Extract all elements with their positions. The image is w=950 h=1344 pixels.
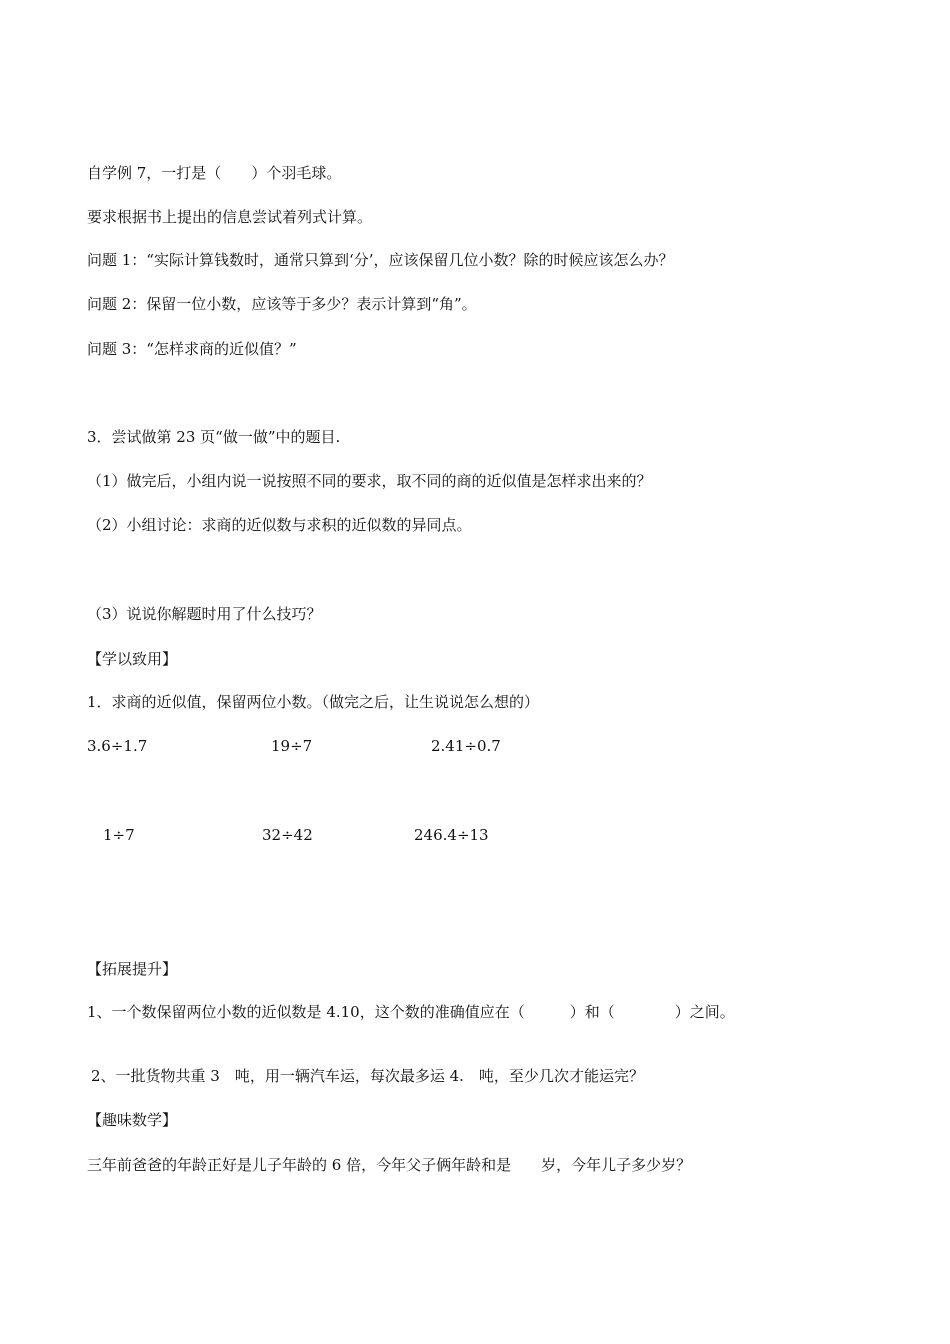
expression-2: 19÷7 <box>271 737 313 755</box>
expression-4: 1÷7 <box>103 826 135 844</box>
section-heading-apply: 【学以致用】 <box>87 650 178 668</box>
question-3: 问题 3：“怎样求商的近似值？” <box>87 340 297 358</box>
exercise-1-instruction: 1．求商的近似值，保留两位小数。（做完之后，让生说说怎么想的） <box>87 693 540 711</box>
expression-3: 2.41÷0.7 <box>431 737 501 755</box>
question-2: 问题 2：保留一位小数，应该等于多少？表示计算到“角”。 <box>87 295 477 313</box>
instruction-line: 要求根据书上提出的信息尝试着列式计算。 <box>87 208 373 226</box>
expression-5: 32÷42 <box>262 826 313 844</box>
sub-item-2: （2）小组讨论：求商的近似数与求积的近似数的异同点。 <box>87 516 472 534</box>
extend-question-2: 2、一批货物共重 3 吨，用一辆汽车运，每次最多运 4. 吨，至少几次才能运完？ <box>91 1067 644 1085</box>
extend-question-1: 1、一个数保留两位小数的近似数是 4.10，这个数的准确值应在（ ）和（ ）之间。 <box>87 1003 735 1021</box>
fun-math-question: 三年前爸爸的年龄正好是儿子年龄的 6 倍，今年父子俩年龄和是 岁，今年儿子多少岁？ <box>87 1156 692 1174</box>
task-3-line: 3．尝试做第 23 页“做一做”中的题目. <box>87 428 341 446</box>
sub-item-1: （1）做完后，小组内说一说按照不同的要求，取不同的商的近似值是怎样求出来的？ <box>87 472 652 490</box>
sub-item-3: （3）说说你解题时用了什么技巧？ <box>87 605 322 623</box>
section-heading-fun-math: 【趣味数学】 <box>87 1111 178 1129</box>
section-heading-extend: 【拓展提升】 <box>87 960 178 978</box>
expression-6: 246.4÷13 <box>414 826 489 844</box>
expression-1: 3.6÷1.7 <box>87 737 148 755</box>
example-7-line: 自学例 7，一打是（ ）个羽毛球。 <box>87 164 342 182</box>
question-1: 问题 1：“实际计算钱数时，通常只算到‘分’，应该保留几位小数？除的时候应该怎么办？ <box>87 251 674 269</box>
